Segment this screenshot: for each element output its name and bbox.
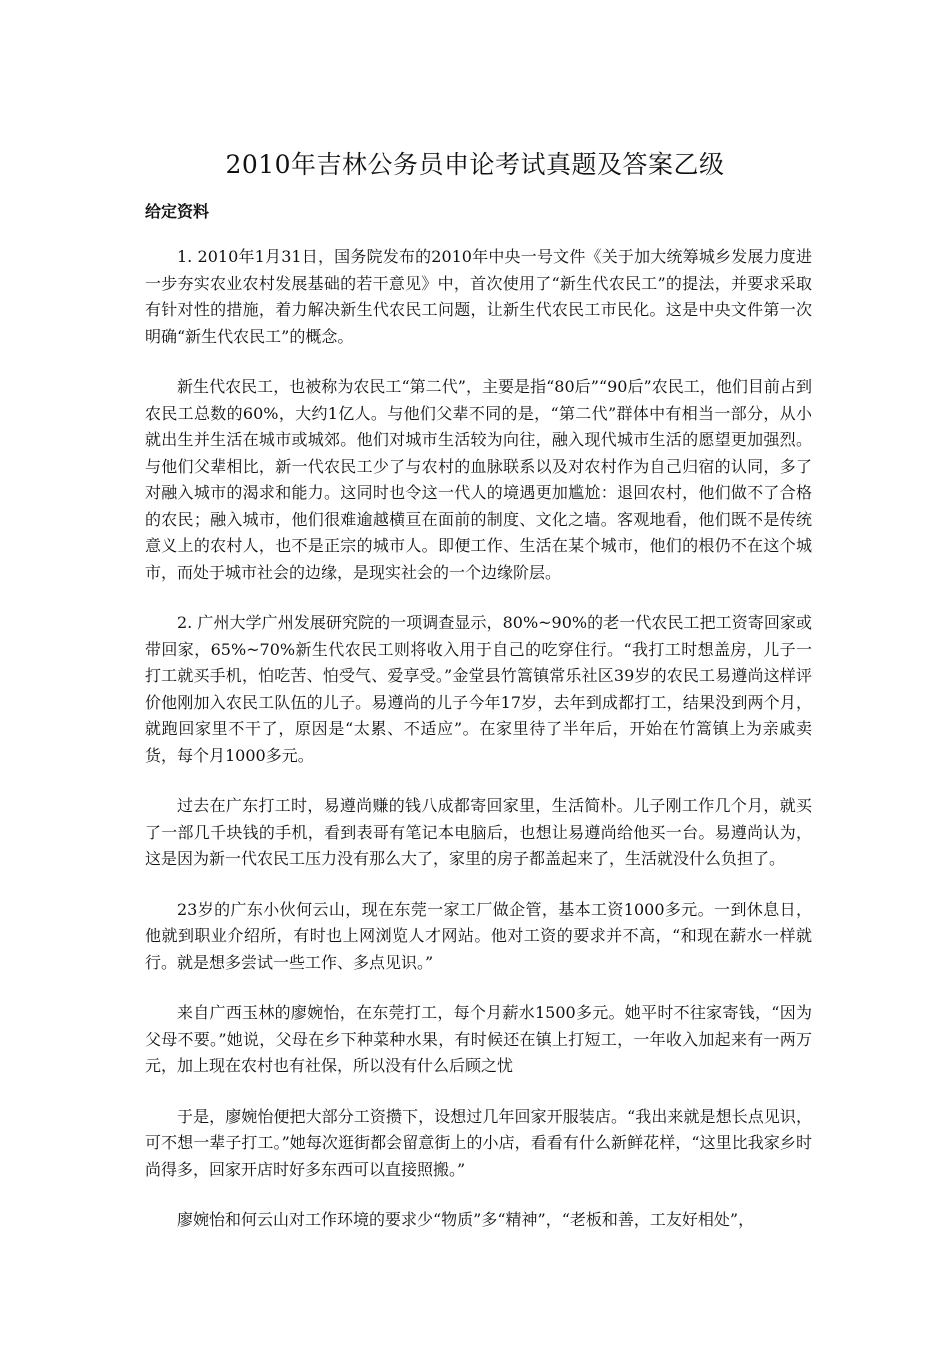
document-body [145, 244, 812, 1258]
paragraph: 23岁的广东小伙何云山，现在东莞一家工厂做企管，基本工资1000多元。一到休息日，他就到职业介绍所，有时也上网浏览人才网站。他对工资的要求并不高，“和现在薪水一样就行。就是想多尝试一些工作、多点见识。” [145, 899, 812, 972]
paragraph: 于是，廖婉怡便把大部分工资攒下，设想过几年回家开服装店。“我出来就是想长点见识，可不想一辈子打工。”她每次逛街都会留意街上的小店，看看有什么新鲜花样，“这里比我家乡时尚得多，回家开店时好多东西可以直接照搬。” [145, 1106, 812, 1179]
paragraph: 过去在广东打工时，易遵尚赚的钱八成都寄回家里，生活简朴。儿子刚工作几个月，就买了一部几千块钱的手机，看到表哥有笔记本电脑后，也想让易遵尚给他买一台。易遵尚认为，这是因为新一代农民工压力没有那么大了，家里的房子都盖起来了，生活就没什么负担了。 [145, 796, 812, 868]
paragraph: 来自广西玉林的廖婉怡，在东莞打工，每个月薪水1500多元。她平时不往家寄钱，“因为父母不要。”她说，父母在乡下种菜种水果，有时候还在镇上打短工，一年收入加起来有一两万元，加上现在农村也有社保，所以没有什么后顾之忧 [145, 1003, 812, 1075]
paragraph: 2. 广州大学广州发展研究院的一项调查显示，80%~90%的老一代农民工把工资寄回家或带回家，65%~70%新生代农民工则将收入用于自己的吃穿住行。“我打工时想盖房，儿子一打工就买手机，怕吃苦、怕受气、爱享受。”金堂县竹篙镇常乐社区39岁的农民工易遵尚这样评价他刚加入农民工队伍的儿子。易遵尚的儿子今年17岁，去年到成都打工，结果没到两个月，就跑回家里不干了，原因是“太累、不适应”。在家里待了半年后，开始在竹篙镇上为亲戚卖货，每个月1000多元。 [145, 613, 812, 765]
paragraph: 1. 2010年1月31日，国务院发布的2010年中央一号文件《关于加大统筹城乡发展力度进一步夯实农业农村发展基础的若干意见》中，首次使用了“新生代农民工”的提法，并要求采取有针对性的措施，着力解决新生代农民工问题，让新生代农民工市民化。这是中央文件第一次明确“新生代农民工”的概念。 [145, 247, 812, 346]
paragraph: 廖婉怡和何云山对工作环境的要求少“物质”多“精神”，“老板和善，工友好相处”， [177, 1210, 755, 1229]
paragraph: 新生代农民工，也被称为农民工“第二代”，主要是指“80后”“90后”农民工，他们目前占到农民工总数的60%，大约1亿人。与他们父辈不同的是，“第二代”群体中有相当一部分，从小就出生并生活在城市或城郊。他们对城市生活较为向往，融入现代城市生活的愿望更加强烈。与他们父辈相比，新一代农民工少了与农村的血脉联系以及对农村作为自己归宿的认同，多了对融入城市的渴求和能力。这同时也令这一代人的境遇更加尴尬：退回农村，他们做不了合格的农民；融入城市，他们很难逾越横亘在面前的制度、文化之墙。客观地看，他们既不是传统意义上的农村人，也不是正宗的城市人。即便工作、生活在某个城市，他们的根仍不在这个城市，而处于城市社会的边缘，是现实社会的一个边缘阶层。 [145, 377, 812, 582]
document-title: 2010年吉林公务员申论考试真题及答案乙级 [225, 149, 725, 179]
section-heading: 给定资料 [145, 202, 210, 221]
